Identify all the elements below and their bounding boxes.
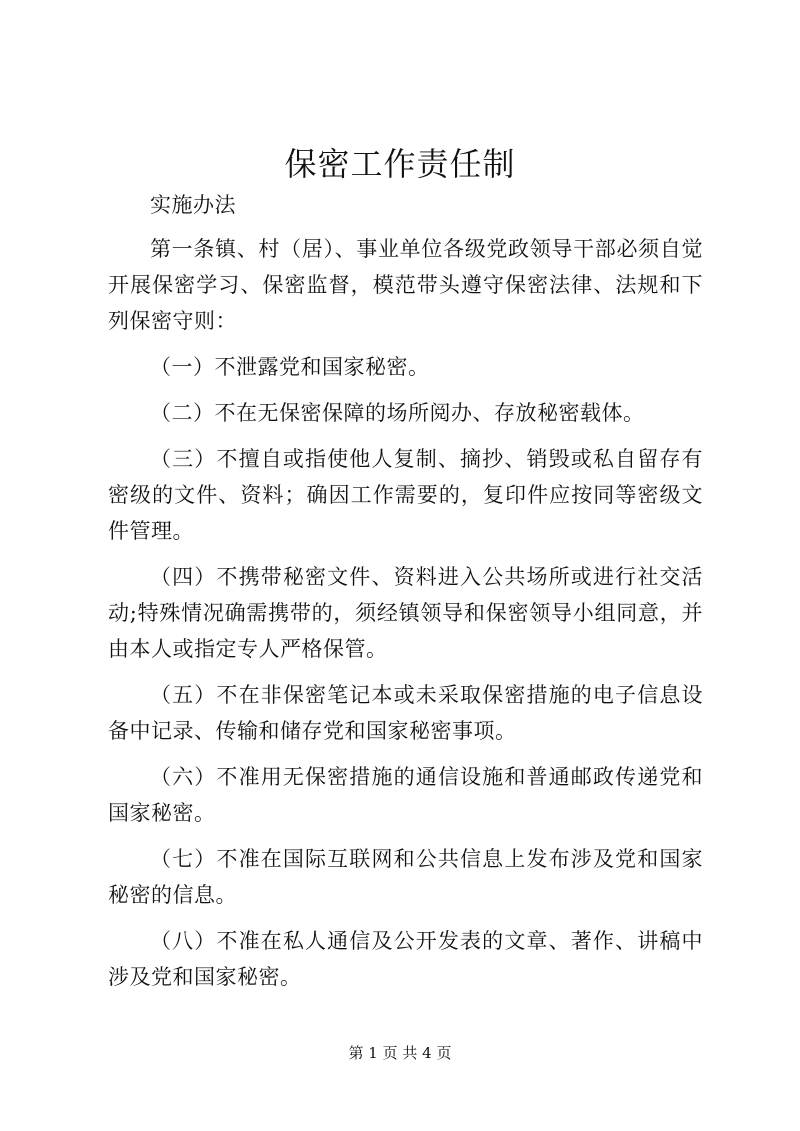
paragraph-item-3: （三）不擅自或指使他人复制、摘抄、销毁或私自留存有密级的文件、资料；确因工作需要的，复印件应按同等密级文件管理。	[108, 447, 703, 543]
paragraph-item-2: （二）不在无保密保障的场所阅办、存放秘密载体。	[150, 401, 645, 425]
document-body	[108, 187, 703, 1005]
paragraph-item-8: （八）不准在私人通信及公开发表的文章、著作、讲稿中涉及党和国家秘密。	[108, 929, 703, 989]
paragraph-subheading: 实施办法	[150, 193, 236, 217]
document-title: 保密工作责任制	[284, 145, 516, 183]
paragraph-item-1: （一）不泄露党和国家秘密。	[150, 355, 430, 379]
paragraph-item-5: （五）不在非保密笔记本或未采取保密措施的电子信息设备中记录、传输和储存党和国家秘密事项。	[108, 683, 703, 743]
paragraph-item-4: （四）不携带秘密文件、资料进入公共场所或进行社交活动;特殊情况确需携带的，须经镇领导和保密领导小组同意，并由本人或指定专人严格保管。	[108, 565, 703, 661]
paragraph-item-6: （六）不准用无保密措施的通信设施和普通邮政传递党和国家秘密。	[108, 765, 703, 825]
paragraph-article-1: 第一条镇、村（居）、事业单位各级党政领导干部必须自觉开展保密学习、保密监督，模范带头遵守保密法律、法规和下列保密守则：	[108, 237, 703, 333]
paragraph-item-7: （七）不准在国际互联网和公共信息上发布涉及党和国家秘密的信息。	[108, 847, 703, 907]
page-footer: 第 1 页 共 4 页	[348, 1044, 452, 1062]
